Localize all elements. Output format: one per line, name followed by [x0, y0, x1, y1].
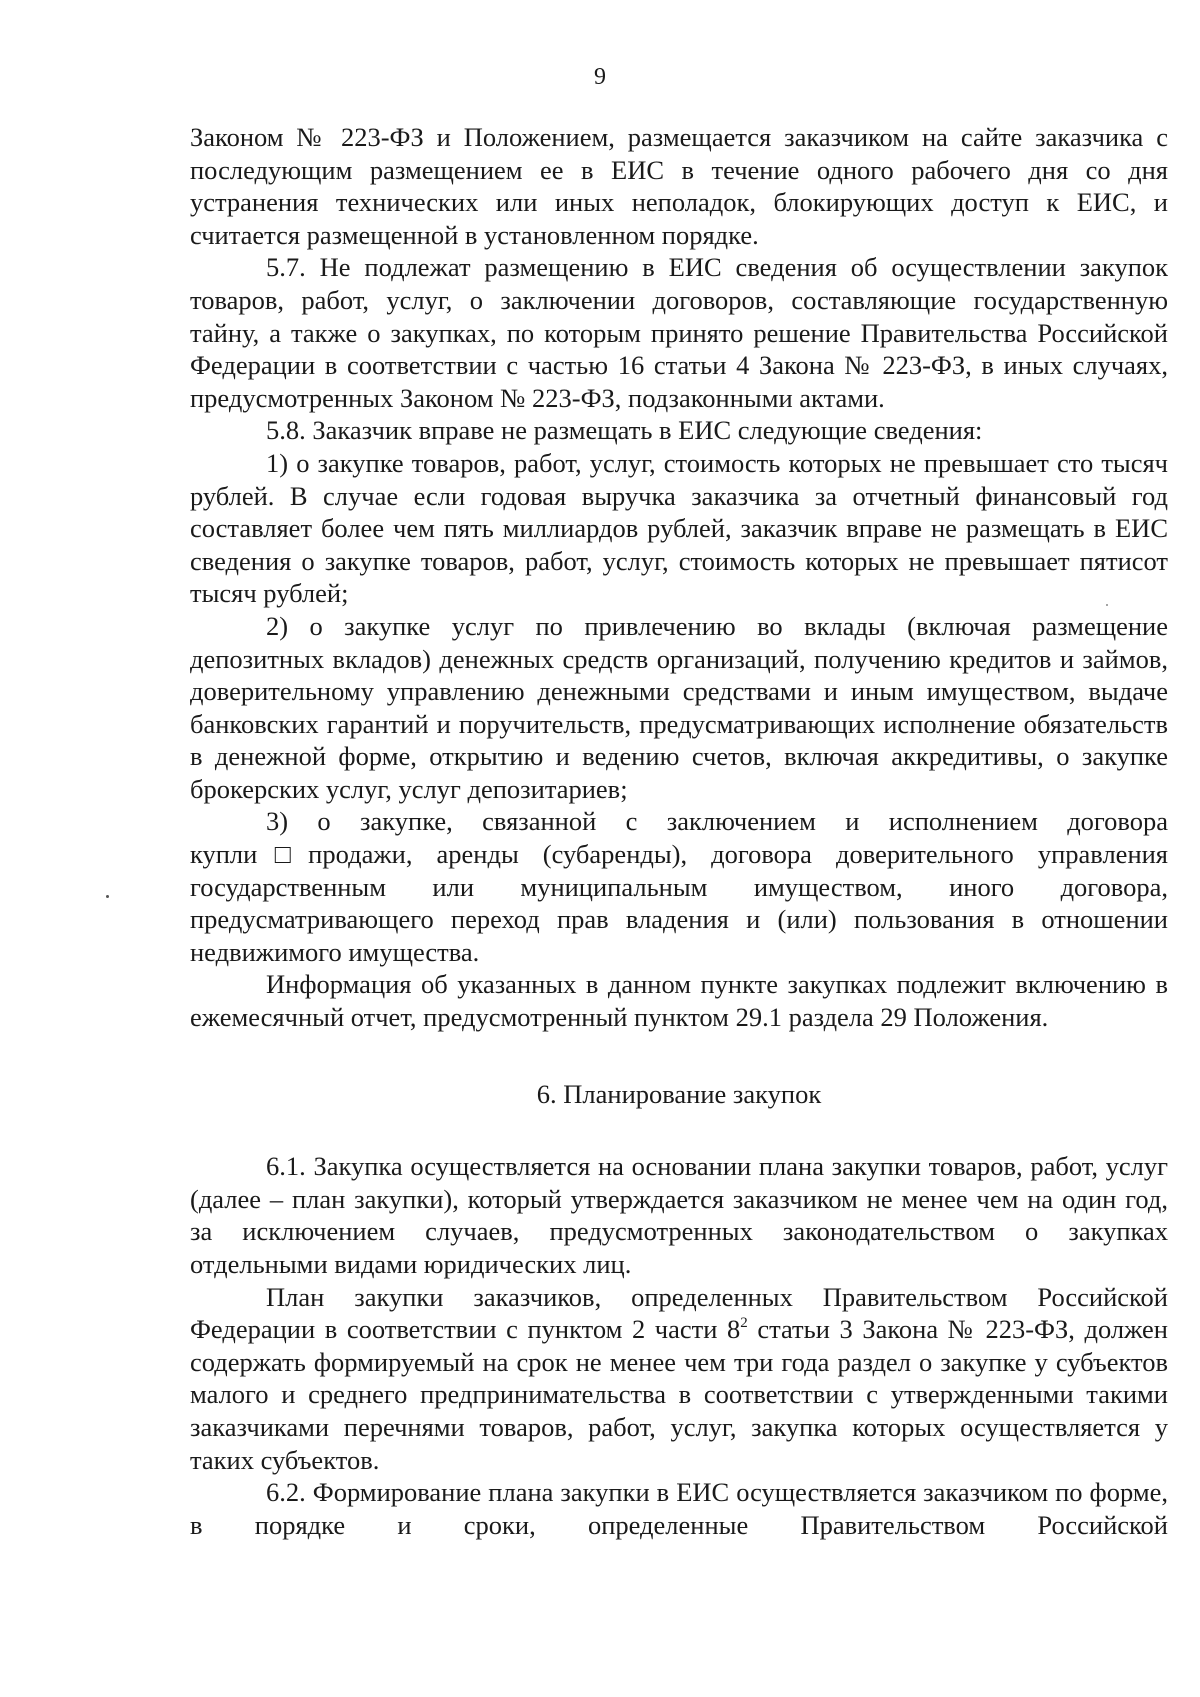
- paragraph-info: Информация об указанных в данном пункте закупках подлежит включению в ежемесячный отчет, предусмотренный пунктом 29.1 раздела 29 Положения.: [190, 969, 1168, 1033]
- document-body: [190, 121, 1168, 1541]
- paragraph-5-7: 5.7. Не подлежат размещению в ЕИС сведения об осуществлении закупок товаров, работ, услуг, о заключении договоров, составляющие государственную тайну, а также о закупках, по которым принято решение Правительства Российской Федерации в соответствии с частью 16 статьи 4 Закона № 223-ФЗ, в иных случаях, предусмотренных Законом № 223-ФЗ, подзаконными актами.: [190, 252, 1168, 413]
- paragraph-plan: [190, 1281, 1168, 1477]
- list-item-1: 1) о закупке товаров, работ, услуг, стоимость которых не превышает сто тысяч рублей. В случае если годовая выручка заказчика за отчетный финансовый год составляет более чем пять миллиардов рублей, заказчик вправе не размещать в ЕИС сведения о закупке товаров, работ, услуг, стоимость которых не превышает пятисот тысяч рублей;: [190, 447, 1168, 609]
- paragraph-6-1: 6.1. Закупка осуществляется на основании плана закупки товаров, работ, услуг (далее – план закупки), который утверждается заказчиком не менее чем на один год, за исключением случаев, предусмотренных законодательством о закупках отдельными видами юридических лиц.: [190, 1151, 1168, 1279]
- page-number: 9: [594, 64, 606, 90]
- scan-mark: [106, 895, 109, 898]
- list-item-2: 2) о закупке услуг по привлечению во вклады (включая размещение депозитных вкладов) денежных средств организаций, получению кредитов и займов, доверительному управлению денежными средствами и иным имуществом, выдаче банковских гарантий и поручительств, предусматривающих исполнение обязательств в денежной форме, открытию и ведению счетов, включая аккредитивы, о закупке брокерских услуг, услуг депозитариев;: [190, 610, 1168, 804]
- paragraph-6-2: 6.2. Формирование плана закупки в ЕИС осуществляется заказчиком по форме, в порядке и сроки, определенные Правительством Российской: [190, 1477, 1168, 1540]
- section-heading: 6. Планирование закупок: [536, 1078, 822, 1109]
- list-item-3: 3) о закупке, связанной с заключением и исполнением договора купли□продажи, аренды (субаренды), договора доверительного управления государственным или муниципальным имуществом, иного договора, предусматривающего переход прав владения и (или) пользования в отношении недвижимого имущества.: [190, 806, 1168, 967]
- paragraph-plan-text-a: План закупки заказчиков, определенных Правительством Российской Федерации в соответствии с пунктом 2 части 8: [190, 1281, 1168, 1345]
- paragraph-plan-text-b: статьи 3 Закона № 223-ФЗ, должен содержать формируемый на срок не менее чем три года раздел о закупке у субъектов малого и среднего предпринимательства в соответствии с утвержденными такими заказчиками перечнями товаров, работ, услуг, закупка которых осуществляется у таких субъектов.: [190, 1314, 1168, 1475]
- paragraph-5-8: 5.8. Заказчик вправе не размещать в ЕИС следующие сведения:: [266, 415, 983, 446]
- paragraph-continuation: Законом № 223-ФЗ и Положением, размещается заказчиком на сайте заказчика с последующим размещением ее в ЕИС в течение одного рабочего дня со дня устранения технических или иных неполадок, блокирующих доступ к ЕИС, и считается размещенной в установленном порядке.: [190, 122, 1168, 250]
- superscript: 2: [740, 1315, 748, 1332]
